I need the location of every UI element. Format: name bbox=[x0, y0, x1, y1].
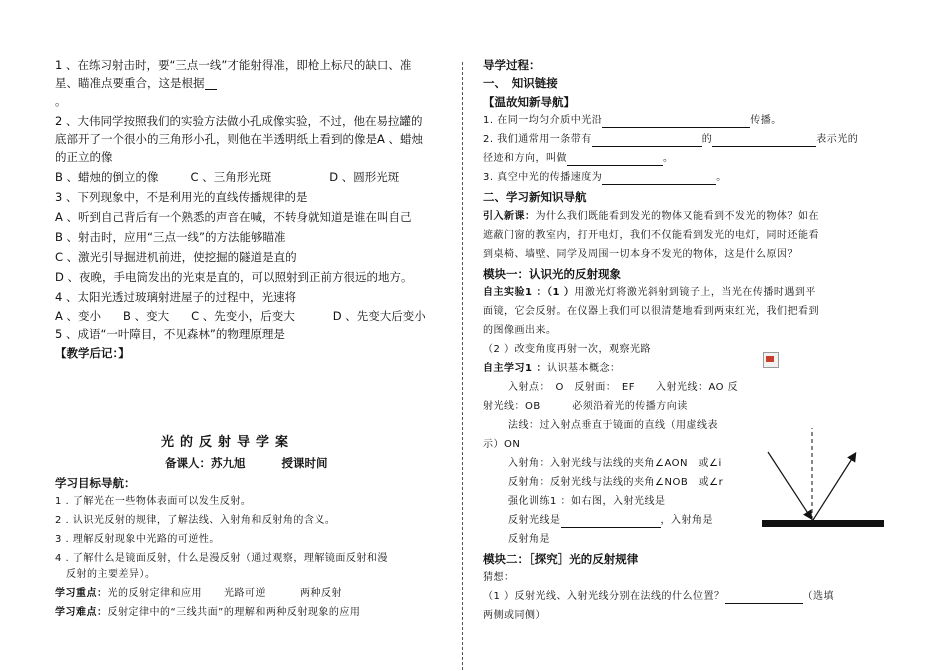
concept-line-2: 射光线：OB 必须沿着光的传播方向读 bbox=[483, 401, 688, 412]
option-b: B 、蜡烛的倒立的像 bbox=[55, 170, 159, 184]
answer-blank[interactable] bbox=[205, 78, 217, 90]
question-3-option-d: D 、夜晚，手电筒发出的光束是直的，可以照射到正前方很远的地方。 bbox=[55, 270, 413, 284]
concept-line-3: 法线：过入射点垂直于镜面的直线（用虚线表 bbox=[508, 420, 718, 431]
guess-question-1-line-2: 两侧或同侧） bbox=[483, 610, 546, 621]
review-heading: 【温故知新导航】 bbox=[483, 95, 575, 109]
question-3-option-b: B 、射击时，应用“三点一线”的方法能够瞄准 bbox=[55, 230, 286, 244]
question-2-line-1: 2 、大伟同学按照我们的实验方法做小孔成像实验，不过，他在易拉罐的 bbox=[55, 114, 423, 128]
question-3-option-a: A 、听到自己背后有一个熟悉的声音在喊，不转身就知道是谁在叫自己 bbox=[55, 210, 412, 224]
guess-question-1: （1 ）反射光线、入射光线分别在法线的什么位置？ （选填 bbox=[483, 591, 835, 602]
goal-4-line-1: 4 . 了解什么是镜面反射，什么是漫反射（通过观察，理解镜面反射和漫 bbox=[55, 553, 388, 564]
goals-heading: 学习目标导航： bbox=[55, 476, 136, 490]
preparer-line: 备课人：苏九旭 授课时间 bbox=[165, 456, 328, 470]
question-2-line-3: 的正立的像 bbox=[55, 150, 113, 164]
concept-line-5: 入射角：入射光线与法线的夹角∠AON 或∠i bbox=[508, 458, 722, 469]
experiment-line-1: 自主实验1 ：（1 ）用激光灯将激光斜射到镜子上，当光在传播时遇到平 bbox=[483, 287, 816, 298]
column-divider bbox=[462, 62, 463, 670]
question-1-line-2: 星、瞄准点要重合，这是根据 bbox=[55, 76, 217, 90]
concept-line-1: 入射点： O 反射面： EF 入射光线：AO 反 bbox=[508, 382, 739, 393]
concept-line-4: 示）ON bbox=[483, 439, 521, 450]
question-3: 3 、下列现象中，不是利用光的直线传播规律的是 bbox=[55, 190, 308, 204]
document-title: 光的反射导学案 bbox=[161, 435, 295, 450]
module-2-heading: 模块二：［探究］光的反射规律 bbox=[483, 552, 639, 566]
answer-blank[interactable] bbox=[567, 154, 663, 166]
option-b: B 、变大 bbox=[123, 309, 170, 323]
key-points: 学习重点：光的反射定律和应用 光路可逆 两种反射 bbox=[55, 588, 342, 599]
reflection-diagram bbox=[758, 350, 888, 530]
intro-line-2: 遮蔽门窗的教室内，打开电灯，我们不仅能看到发光的电灯，同时还能看 bbox=[483, 230, 819, 241]
option-c: C 、先变小，后变大 bbox=[191, 309, 295, 323]
review-item-2-line-1: 2. 我们通常用一条带有 的 表示光的 bbox=[483, 134, 859, 145]
incident-ray bbox=[768, 452, 811, 518]
option-d: D 、先变大后变小 bbox=[332, 309, 426, 323]
question-5: 5 、成语“一叶障目，不见森林”的物理原理是 bbox=[55, 327, 285, 341]
difficult-points: 学习难点：反射定律中的“三线共面”的理解和两种反射现象的应用 bbox=[55, 607, 361, 618]
answer-blank[interactable] bbox=[602, 173, 716, 185]
concept-line-6: 反射角：反射光线与法线的夹角∠NOB 或∠r bbox=[508, 477, 724, 488]
goal-3: 3 . 理解反射现象中光路的可逆性。 bbox=[55, 534, 220, 545]
experiment-line-3: 的图像画出来。 bbox=[483, 325, 557, 336]
question-3-option-c: C 、激光引导掘进机前进，使挖掘的隧道是直的 bbox=[55, 250, 297, 264]
goal-2: 2 . 认识光反射的规律，了解法线、入射角和反射角的含义。 bbox=[55, 515, 336, 526]
question-1-line-3: 。 bbox=[55, 94, 67, 108]
goal-1: 1 . 了解光在一些物体表面可以发生反射。 bbox=[55, 496, 252, 507]
guess-label: 猜想： bbox=[483, 572, 515, 583]
answer-blank[interactable] bbox=[725, 592, 803, 604]
answer-blank[interactable] bbox=[712, 135, 816, 147]
module-1-heading: 模块一：认识光的反射现象 bbox=[483, 267, 621, 281]
intro-line-1: 引入新课：为什么我们既能看到发光的物体又能看到不发光的物体？如在 bbox=[483, 211, 819, 222]
question-4-options bbox=[55, 309, 426, 323]
question-2-line-2: 底部开了一个很小的三角形小孔，则他在半透明纸上看到的像是A 、蜡烛 bbox=[55, 132, 424, 146]
teaching-postscript: 【教学后记：】 bbox=[55, 346, 130, 360]
intro-line-3: 到桌椅、墙壁、同学及周围一切本身不发光的物体，这是什么原因？ bbox=[483, 249, 798, 260]
review-item-3: 3. 真空中光的传播速度为 。 bbox=[483, 172, 727, 183]
question-2-options bbox=[55, 170, 399, 184]
section-1-heading: 一、 知识链接 bbox=[483, 76, 558, 90]
experiment-line-2: 面镜，它会反射。在仪器上我们可以很清楚地看到两束红光，我们把看到 bbox=[483, 306, 819, 317]
mirror-surface bbox=[762, 520, 884, 527]
answer-blank[interactable] bbox=[592, 135, 702, 147]
self-study-heading: 自主学习1 ：认识基本概念： bbox=[483, 363, 621, 374]
training-line-1: 强化训练1 ：如右图，入射光线是 bbox=[508, 496, 666, 507]
section-2-heading: 二、学习新知识导航 bbox=[483, 190, 587, 204]
option-c: C 、三角形光斑 bbox=[190, 170, 272, 184]
training-line-2: 反射光线是 ，入射角是 bbox=[508, 515, 713, 526]
reflected-ray bbox=[813, 454, 855, 520]
review-item-2-line-2: 径迹和方向，叫做 。 bbox=[483, 153, 674, 164]
option-d: D 、圆形光斑 bbox=[329, 170, 400, 184]
goal-4-line-2: 反射的主要差异）。 bbox=[66, 569, 156, 580]
question-1-line-1: 1 、在练习射击时，要“三点一线”才能射得准，即枪上标尺的缺口、准 bbox=[55, 58, 412, 72]
review-item-1: 1. 在同一均匀介质中光沿 传播。 bbox=[483, 115, 782, 126]
question-4: 4 、太阳光透过玻璃射进屋子的过程中，光速将 bbox=[55, 290, 296, 304]
process-heading: 导学过程： bbox=[483, 58, 541, 72]
experiment-line-4: （2 ）改变角度再射一次，观察光路 bbox=[483, 344, 652, 355]
answer-blank[interactable] bbox=[602, 116, 750, 128]
training-line-3: 反射角是 bbox=[508, 534, 550, 545]
answer-blank[interactable] bbox=[561, 516, 661, 528]
option-a: A 、变小 bbox=[55, 309, 102, 323]
